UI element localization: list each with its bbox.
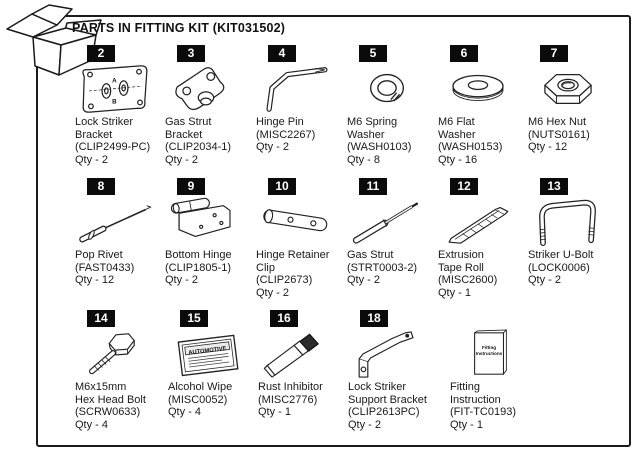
- item-name: Clip: [256, 261, 275, 274]
- kit-item: [75, 178, 163, 287]
- item-part-number: (LOCK0006): [528, 261, 590, 274]
- item-number-badge: 12: [450, 178, 478, 195]
- item-number-badge: 13: [540, 178, 568, 195]
- item-name: Washer: [347, 128, 385, 141]
- item-qty: Qty - 12: [528, 141, 568, 154]
- fitting-instruction-icon: [450, 329, 530, 379]
- item-text: [438, 116, 526, 166]
- item-number-badge: 8: [87, 178, 115, 195]
- item-part-number: (WASH0153): [438, 141, 503, 154]
- svg-text:B: B: [112, 98, 117, 106]
- kit-item: [258, 310, 346, 419]
- item-number-badge: 3: [177, 45, 205, 62]
- item-part-number: (SCRW0633): [75, 406, 141, 419]
- item-text: [256, 116, 344, 154]
- kit-item: [347, 45, 435, 166]
- pop-rivet-icon: [75, 197, 155, 247]
- item-qty: Qty - 8: [347, 153, 381, 166]
- kit-item: [165, 178, 253, 287]
- item-name: Bottom Hinge: [165, 249, 232, 261]
- item-qty: Qty - 2: [165, 274, 199, 287]
- item-text: [165, 249, 253, 287]
- item-number-badge: 7: [540, 45, 568, 62]
- item-qty: Qty - 2: [75, 153, 109, 166]
- lock-striker-bracket-icon: [75, 64, 155, 114]
- item-part-number: (MISC2776): [258, 393, 318, 406]
- item-name: M6 Hex Nut: [528, 116, 587, 128]
- svg-text:Fitting: Fitting: [481, 345, 497, 351]
- item-name: Lock Striker: [348, 381, 407, 393]
- kit-item: [168, 310, 256, 419]
- item-text: [75, 249, 163, 287]
- item-qty: Qty - 16: [438, 153, 478, 166]
- hinge-pin-icon: [256, 64, 336, 114]
- item-name: Fitting: [450, 381, 480, 393]
- bottom-hinge-icon: [165, 197, 245, 247]
- item-text: [256, 249, 344, 299]
- item-qty: Qty - 2: [165, 153, 199, 166]
- item-number-badge: 14: [87, 310, 115, 327]
- item-qty: Qty - 4: [75, 418, 109, 431]
- kit-item: [438, 178, 526, 299]
- extrusion-tape-roll-icon: [438, 197, 518, 247]
- item-number-badge: 15: [180, 310, 208, 327]
- item-number-badge: 18: [360, 310, 388, 327]
- item-name: Striker U-Bolt: [528, 249, 594, 261]
- item-text: [348, 381, 436, 431]
- item-number-badge: 16: [270, 310, 298, 327]
- item-part-number: (WASH0103): [347, 141, 412, 154]
- flat-washer-icon: [438, 64, 518, 114]
- kit-item: [528, 45, 616, 154]
- item-part-number: (MISC0052): [168, 393, 228, 406]
- kit-item: [348, 310, 436, 431]
- lock-striker-support-bracket-icon: [348, 329, 428, 379]
- gas-strut-bracket-icon: [165, 64, 245, 114]
- hex-nut-icon: [528, 64, 608, 114]
- item-part-number: (STRT0003-2): [347, 261, 418, 274]
- item-qty: Qty - 2: [256, 141, 290, 154]
- item-qty: Qty - 12: [75, 274, 115, 287]
- item-name: Bracket: [75, 128, 113, 141]
- item-text: [75, 381, 163, 431]
- kit-item: [438, 45, 526, 166]
- item-qty: Qty - 2: [347, 274, 381, 287]
- item-part-number: (CLIP2034-1): [165, 141, 232, 154]
- item-number-badge: 11: [359, 178, 387, 195]
- item-part-number: (CLIP2613PC): [348, 406, 420, 419]
- item-number-badge: 2: [87, 45, 115, 62]
- item-text: [75, 116, 163, 166]
- item-name: Extrusion: [438, 249, 484, 261]
- item-number-badge: 10: [268, 178, 296, 195]
- item-name: M6 Flat: [438, 116, 475, 128]
- item-text: [528, 249, 616, 287]
- alcohol-wipe-icon: [168, 329, 248, 379]
- item-name: Gas Strut: [165, 116, 212, 128]
- item-name: Hex Head Bolt: [75, 393, 146, 406]
- item-part-number: (CLIP2673): [256, 274, 313, 287]
- kit-item: [165, 45, 253, 166]
- kit-item: [75, 310, 163, 431]
- item-number-badge: 4: [268, 45, 296, 62]
- item-name: Rust Inhibitor: [258, 381, 323, 393]
- item-part-number: (FIT-TC0193): [450, 406, 517, 419]
- item-qty: Qty - 1: [450, 418, 484, 431]
- item-name: Tape Roll: [438, 261, 484, 274]
- kit-item: [528, 178, 616, 287]
- item-name: Alcohol Wipe: [168, 381, 233, 393]
- striker-u-bolt-icon: [528, 197, 608, 247]
- item-name: Hinge Pin: [256, 116, 304, 128]
- item-name: Support Bracket: [348, 393, 427, 406]
- item-part-number: (CLIP1805-1): [165, 261, 232, 274]
- item-text: [528, 116, 616, 154]
- hinge-retainer-clip-icon: [256, 197, 336, 247]
- item-name: Gas Strut: [347, 249, 394, 261]
- item-text: [165, 116, 253, 166]
- gas-strut-icon: [347, 197, 427, 247]
- item-name: Instruction: [450, 393, 501, 406]
- item-text: [347, 249, 435, 287]
- item-name: Hinge Retainer: [256, 249, 330, 261]
- item-qty: Qty - 2: [348, 418, 382, 431]
- item-text: [438, 249, 526, 299]
- kit-item: [256, 178, 344, 299]
- hex-head-bolt-icon: [75, 329, 155, 379]
- item-number-badge: 5: [359, 45, 387, 62]
- item-name: Lock Striker: [75, 116, 134, 128]
- item-part-number: (MISC2267): [256, 128, 316, 141]
- item-number-badge: 9: [177, 178, 205, 195]
- item-text: [450, 381, 538, 431]
- rust-inhibitor-icon: [258, 329, 338, 379]
- kit-item: [256, 45, 344, 154]
- kit-item: [450, 310, 538, 431]
- item-qty: Qty - 1: [258, 406, 292, 419]
- page-title: PARTS IN FITTING KIT (KIT031502): [72, 21, 286, 35]
- item-number-badge: 6: [450, 45, 478, 62]
- spring-washer-icon: [347, 64, 427, 114]
- item-name: Pop Rivet: [75, 249, 123, 261]
- kit-item: [347, 178, 435, 287]
- item-qty: Qty - 1: [438, 286, 472, 299]
- item-text: [168, 381, 256, 419]
- item-part-number: (NUTS0161): [528, 128, 590, 141]
- item-name: Bracket: [165, 128, 203, 141]
- item-qty: Qty - 2: [528, 274, 562, 287]
- item-part-number: (FAST0433): [75, 261, 135, 274]
- item-name: M6 Spring: [347, 116, 398, 128]
- item-qty: Qty - 2: [256, 286, 290, 299]
- item-qty: Qty - 4: [168, 406, 202, 419]
- svg-text:A: A: [112, 77, 117, 85]
- item-text: [258, 381, 346, 419]
- svg-text:AUTOMOTIVE: AUTOMOTIVE: [188, 345, 227, 357]
- svg-text:Instructions: Instructions: [475, 350, 503, 356]
- item-part-number: (MISC2600): [438, 274, 498, 287]
- item-text: [347, 116, 435, 166]
- item-part-number: (CLIP2499-PC): [75, 141, 151, 154]
- item-name: M6x15mm: [75, 381, 127, 393]
- kit-item: [75, 45, 163, 166]
- item-name: Washer: [438, 128, 476, 141]
